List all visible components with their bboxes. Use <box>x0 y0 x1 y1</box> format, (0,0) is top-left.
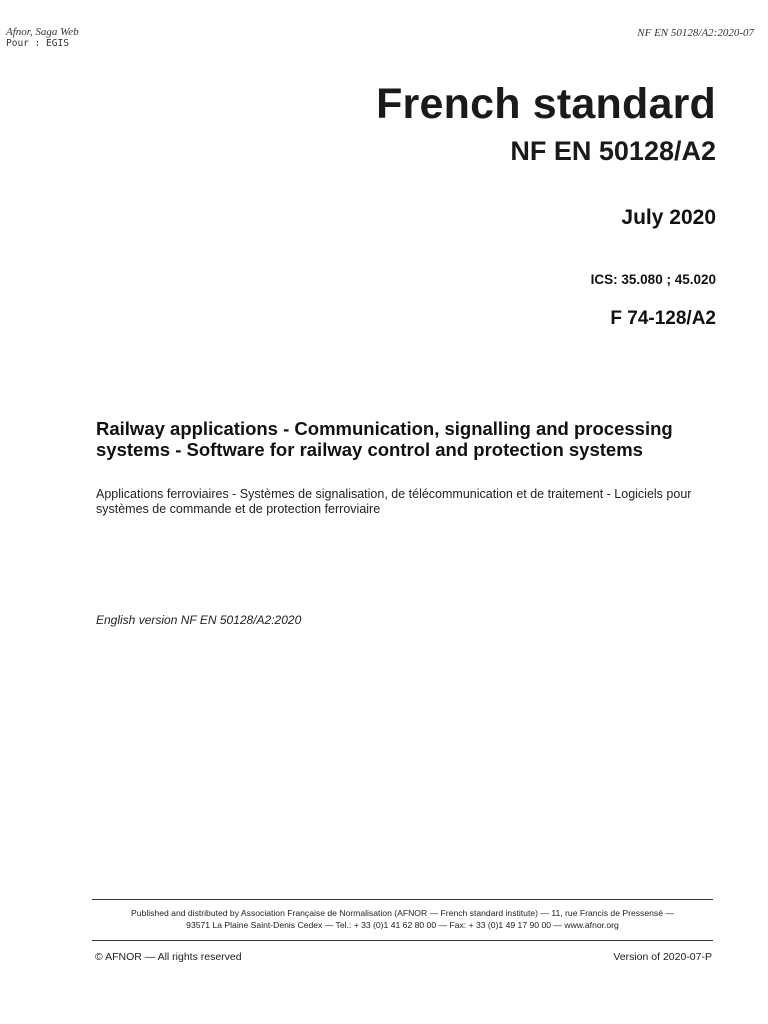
publisher-info <box>92 907 713 931</box>
classification-index: F 74-128/A2 <box>610 308 716 329</box>
document-type-heading: French standard <box>376 80 716 128</box>
english-version-note: English version NF EN 50128/A2:2020 <box>96 613 302 627</box>
french-title-line-1: Applications ferroviaires - Systèmes de signalisation, de télécommunication et de traitement - Logiciels pour <box>96 487 692 501</box>
ics-codes: ICS: 35.080 ; 45.020 <box>590 272 716 287</box>
french-title-line-2: systèmes de commande et de protection ferroviaire <box>96 502 381 516</box>
rights-notice: © AFNOR — All rights reserved <box>95 951 242 963</box>
english-title <box>96 418 726 460</box>
watermark-line-1: Afnor, Saga Web <box>6 26 79 38</box>
watermark-line-2: Pour : EGIS <box>6 38 69 49</box>
version-label: Version of 2020-07-P <box>613 951 712 963</box>
publication-date: July 2020 <box>621 206 716 229</box>
footer-bottom-rule <box>92 940 713 941</box>
standard-number: NF EN 50128/A2 <box>510 136 716 166</box>
french-title <box>96 487 716 517</box>
publisher-line-1: Published and distributed by Association Française de Normalisation (AFNOR — French standard institute) — 11, rue Francis de Pressensé — <box>131 908 674 918</box>
footer-top-rule <box>92 899 713 900</box>
english-title-line-1: Railway applications - Communication, signalling and processing <box>96 418 673 439</box>
header-reference: NF EN 50128/A2:2020-07 <box>637 27 754 39</box>
english-title-line-2: systems - Software for railway control and protection systems <box>96 439 643 460</box>
publisher-line-2: 93571 La Plaine Saint-Denis Cedex — Tel.: + 33 (0)1 41 62 80 00 — Fax: + 33 (0)1 49 17 90 00 — www.afnor.org <box>186 920 619 930</box>
watermark-stamp <box>6 26 79 50</box>
